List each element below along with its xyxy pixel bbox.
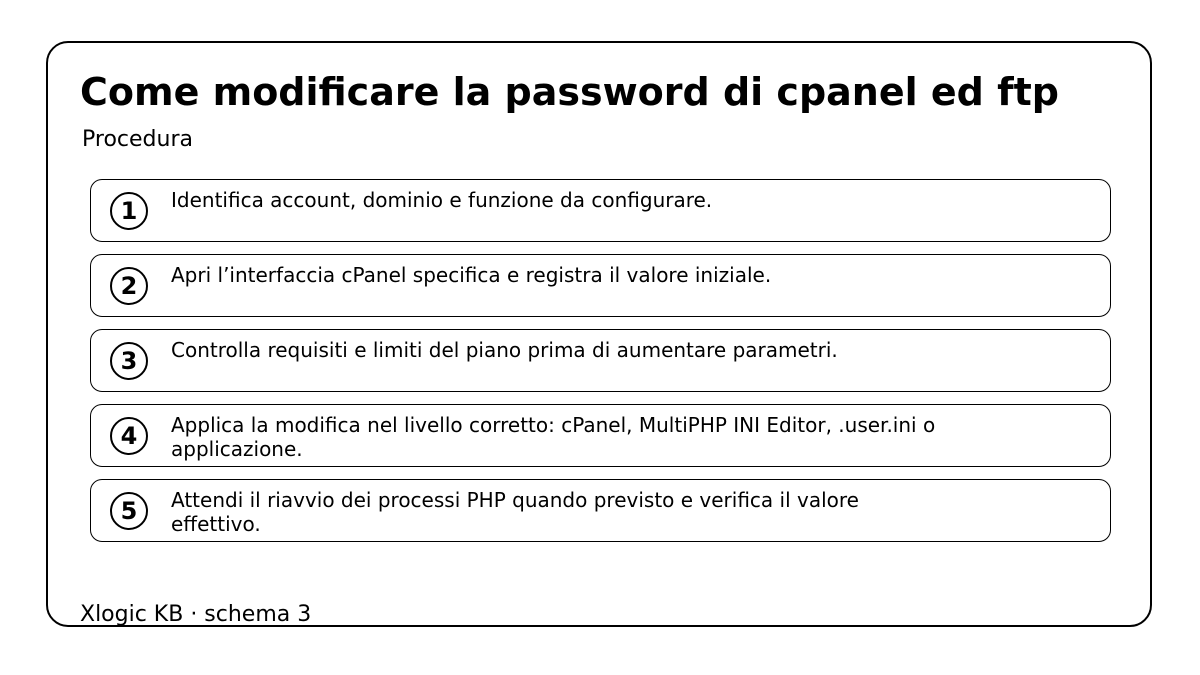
step-text: Apri l’interfaccia cPanel specifica e registra il valore iniziale. [171,263,772,287]
step-number-badge: 3 [110,342,148,380]
step-number-badge: 2 [110,267,148,305]
step-text: Controlla requisiti e limiti del piano prima di aumentare parametri. [171,338,838,362]
step-number-badge: 1 [110,192,148,230]
step-box-5 [90,479,1111,542]
step-text: Identifica account, dominio e funzione da configurare. [171,188,713,212]
step-box-3 [90,329,1111,392]
step-box-1 [90,179,1111,242]
step-number-badge: 4 [110,417,148,455]
steps-list [90,179,1111,554]
step-number-badge: 5 [110,492,148,530]
step-box-2 [90,254,1111,317]
page-title: Come modificare la password di cpanel ed ftp [80,70,1059,114]
footer-caption: Xlogic KB · schema 3 [80,602,312,627]
section-subtitle: Procedura [82,127,193,152]
step-text: Attendi il riavvio dei processi PHP quando previsto e verifica il valore effettivo. [171,488,859,536]
step-text: Applica la modifica nel livello corretto: cPanel, MultiPHP INI Editor, .user.ini o applicazione. [171,413,936,461]
step-box-4 [90,404,1111,467]
